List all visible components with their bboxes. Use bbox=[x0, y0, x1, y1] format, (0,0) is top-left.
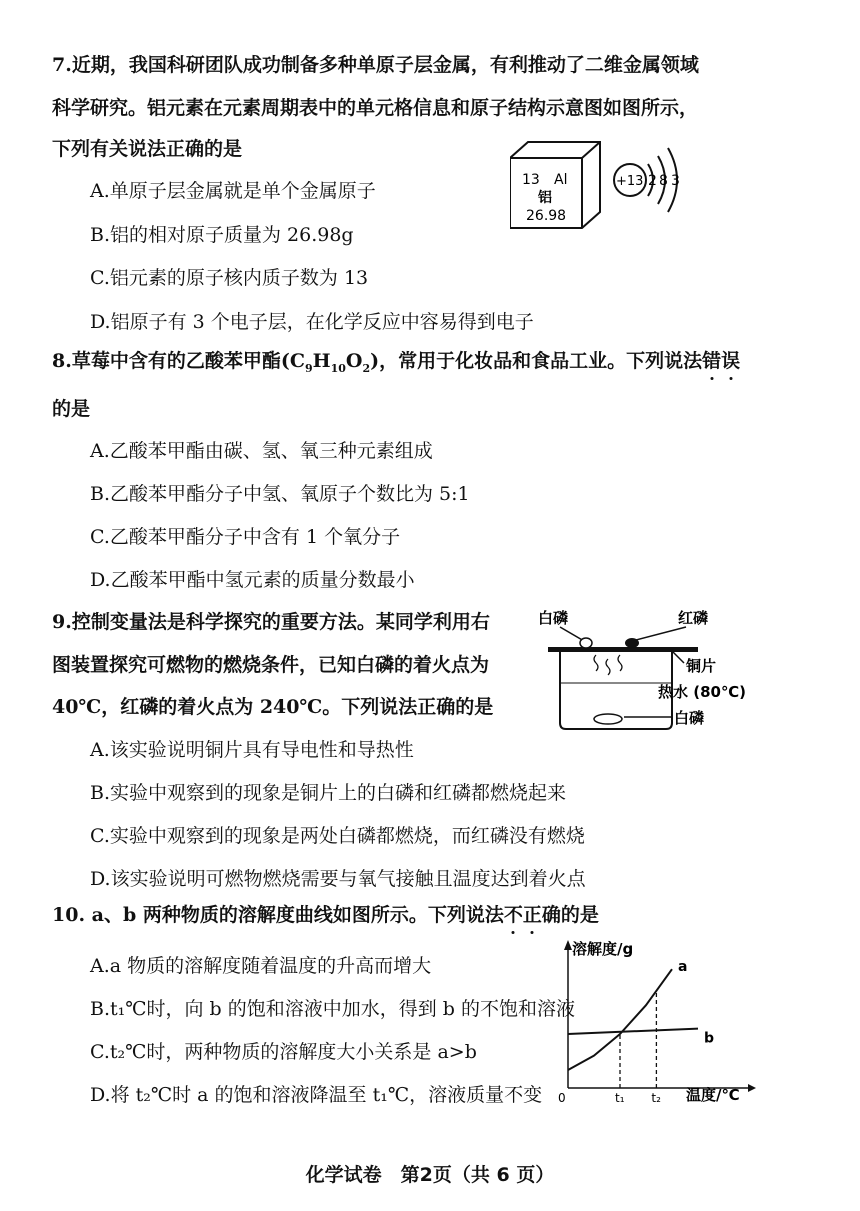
q8-line1-post: )，常用于化妆品和食品工业。下列说法 bbox=[370, 350, 703, 372]
formula-o: O bbox=[345, 350, 363, 372]
label-white-phosphorus-top: 白磷 bbox=[538, 609, 569, 627]
q10-option-c: C.t₂℃时，两种物质的溶解度大小关系是 a>b bbox=[90, 1041, 477, 1063]
q8-option-c: C.乙酸苯甲酯分子中含有 1 个氧分子 bbox=[90, 526, 401, 548]
q10-line1 bbox=[52, 902, 599, 928]
q9-line1: 9.控制变量法是科学探究的重要方法。某同学利用右 bbox=[52, 611, 490, 633]
q10-line1-pre: 10. a、b 两种物质的溶解度曲线如图所示。下列说法 bbox=[52, 904, 504, 926]
label-white-phosphorus-bottom: 白磷 bbox=[674, 709, 705, 727]
x-tick-label: 0 bbox=[558, 1091, 566, 1105]
emphasis-char: 误 bbox=[721, 350, 741, 372]
series-a-curve bbox=[568, 969, 672, 1070]
page-footer: 化学试卷 第2页（共 6 页） bbox=[305, 1164, 555, 1186]
red-phosphorus-on-plate bbox=[625, 638, 639, 648]
series-b-curve bbox=[568, 1029, 698, 1034]
q7-option-b: B.铝的相对原子质量为 26.98g bbox=[90, 224, 354, 246]
q7-option-a: A.单原子层金属就是单个金属原子 bbox=[90, 180, 376, 202]
x-tick-label: t₁ bbox=[615, 1091, 625, 1105]
q9-line3: 40℃，红磷的着火点为 240℃。下列说法正确的是 bbox=[52, 696, 494, 718]
white-phosphorus-on-plate bbox=[580, 638, 592, 648]
atom-structure-figure bbox=[612, 140, 692, 220]
label-red-phosphorus: 红磷 bbox=[678, 609, 709, 627]
q8-line1 bbox=[52, 348, 740, 382]
q9-option-c: C.实验中观察到的现象是两处白磷都燃烧，而红磷没有燃烧 bbox=[90, 825, 585, 847]
solubility-curve-chart bbox=[556, 938, 756, 1108]
q8-option-d: D.乙酸苯甲酯中氢元素的质量分数最小 bbox=[90, 569, 415, 591]
q8-line2: 的是 bbox=[52, 398, 91, 420]
element-mass: 26.98 bbox=[526, 208, 567, 224]
x-axis-label: 温度/℃ bbox=[686, 1086, 740, 1104]
formula-sub-c: 9 bbox=[304, 361, 313, 375]
series-a-label: a bbox=[678, 959, 688, 976]
combustion-apparatus-figure bbox=[538, 605, 758, 735]
formula-sub-o: 2 bbox=[362, 361, 371, 375]
shell-2: 8 bbox=[659, 173, 668, 189]
element-cell-figure bbox=[510, 138, 610, 233]
q7-line1: 7.近期，我国科研团队成功制备多种单原子层金属，有利推动了二维金属领域 bbox=[52, 54, 699, 76]
formula-h: H bbox=[312, 350, 331, 372]
q9-option-a: A.该实验说明铜片具有导电性和导热性 bbox=[90, 739, 414, 761]
q9-option-d: D.该实验说明可燃物燃烧需要与氧气接触且温度达到着火点 bbox=[90, 868, 586, 890]
q7-option-d: D.铝原子有 3 个电子层，在化学反应中容易得到电子 bbox=[90, 311, 534, 333]
q10-line1-post: 确的是 bbox=[541, 904, 599, 926]
q9-option-b: B.实验中观察到的现象是铜片上的白磷和红磷都燃烧起来 bbox=[90, 782, 567, 804]
q9-line2: 图装置探究可燃物的燃烧条件，已知白磷的着火点为 bbox=[52, 654, 490, 676]
element-number: 13 bbox=[522, 172, 540, 188]
y-axis-label: 溶解度/g bbox=[572, 940, 634, 958]
white-phosphorus-in-water bbox=[594, 714, 622, 724]
emphasis-char: 错 bbox=[702, 350, 722, 372]
label-copper-plate: 铜片 bbox=[686, 657, 717, 675]
series-b-label: b bbox=[704, 1030, 715, 1047]
q8-option-a: A.乙酸苯甲酯由碳、氢、氧三种元素组成 bbox=[90, 440, 433, 462]
shell-1: 2 bbox=[648, 173, 657, 189]
atom-nucleus: +13 bbox=[616, 174, 644, 189]
emphasis-char: 正 bbox=[522, 904, 542, 926]
emphasis-char: 不 bbox=[503, 904, 523, 926]
q7-line3: 下列有关说法正确的是 bbox=[52, 138, 243, 160]
q10-option-d: D.将 t₂℃时 a 的饱和溶液降温至 t₁℃，溶液质量不变 bbox=[90, 1084, 543, 1106]
label-hot-water: 热水 (80℃) bbox=[658, 683, 746, 701]
shell-3: 3 bbox=[671, 173, 680, 189]
element-name: 铝 bbox=[538, 190, 552, 206]
x-tick-label: t₂ bbox=[651, 1091, 661, 1105]
q7-option-c: C.铝元素的原子核内质子数为 13 bbox=[90, 267, 369, 289]
q10-option-a: A.a 物质的溶解度随着温度的升高而增大 bbox=[90, 955, 432, 977]
q7-line2: 科学研究。铝元素在元素周期表中的单元格信息和原子结构示意图如图所示， bbox=[52, 97, 699, 119]
q8-option-b: B.乙酸苯甲酯分子中氢、氧原子个数比为 5:1 bbox=[90, 483, 470, 505]
q10-option-b: B.t₁℃时，向 b 的饱和溶液中加水，得到 b 的不饱和溶液 bbox=[90, 998, 575, 1020]
formula-sub-h: 10 bbox=[330, 361, 346, 375]
q8-line1-pre: 8.草莓中含有的乙酸苯甲酯(C bbox=[52, 350, 305, 372]
element-symbol: Al bbox=[554, 172, 568, 188]
